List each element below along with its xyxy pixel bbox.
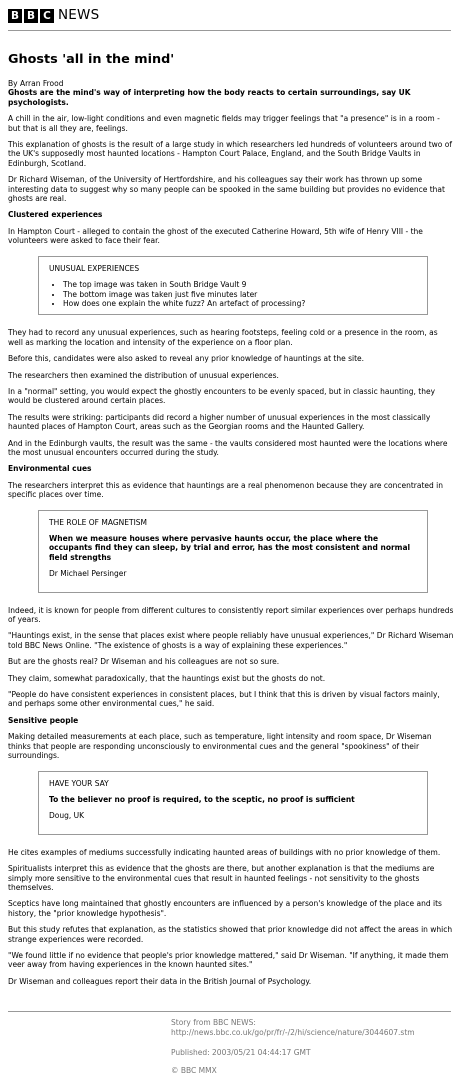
headline: Ghosts 'all in the mind'	[8, 52, 175, 67]
paragraph: Dr Richard Wiseman, of the University of Hertfordshire, and his colleagues say their work has thrown up some interesting data to suggest why so many people can be spooked in the same building but provides no evidence that ghosts are real.	[8, 175, 445, 204]
paragraph: Dr Wiseman and colleagues report their data in the British Journal of Psychology.	[8, 976, 312, 986]
bbc-logo-letter: B	[24, 9, 38, 23]
paragraph: They claim, somewhat paradoxically, that the hauntings exist but the ghosts do not.	[8, 673, 326, 683]
news-wordmark: NEWS	[58, 7, 100, 24]
bbc-logo-letter: C	[40, 9, 54, 23]
bbc-logo-letter: B	[8, 9, 22, 23]
paragraph: This explanation of ghosts is the result of a large study in which researchers led hundreds of volunteers around two of the UK's supposedly most haunted locations - Hampton Court Palace, England, and the South Bridge Vaults in Edinburgh, Scotland.	[8, 140, 453, 168]
paragraph: Before this, candidates were also asked to reveal any prior knowledge of hauntings at the site.	[8, 354, 365, 364]
paragraph: But this study refutes that explanation, as the statistics showed that prior knowledge did not affect the areas in which strange experiences were recorded.	[8, 925, 453, 944]
subheading: Environmental cues	[8, 464, 92, 474]
story-from-label: Story from BBC NEWS:	[171, 1018, 256, 1027]
subheading: Clustered experiences	[8, 210, 103, 220]
paragraph: The results were striking: participants did record a higher number of unusual experiences in the most classically haunted places of Hampton Court, areas such as the Georgian rooms and the Haunted Gallery.	[8, 412, 431, 432]
subheading: Sensitive people	[8, 715, 79, 725]
paragraph: A chill in the air, low-light conditions and even magnetic fields may trigger feelings that "a presence" is in a room - but that is all they are, feelings.	[8, 114, 440, 133]
paragraph: The researchers then examined the distribution of unusual experiences.	[8, 370, 279, 380]
copyright: © BBC MMX	[171, 1066, 217, 1075]
article-body	[8, 79, 454, 993]
paragraph: "People do have consistent experiences in consistent places, but I think that this is driven by visual factors mainly, and perhaps some other environmental cues," he said.	[8, 690, 440, 709]
lead-paragraph: Ghosts are the mind's way of interpreting how the body reacts to certain surroundings, say UK psychologists.	[8, 88, 411, 107]
box-quote: To the believer no proof is required, to the sceptic, no proof is sufficient	[49, 794, 355, 804]
paragraph: The researchers interpret this as evidence that hauntings are a real phenomenon because they are concentrated in specific places over time.	[8, 480, 443, 500]
box-attribution: Dr Michael Persinger	[49, 569, 127, 579]
box-attribution: Doug, UK	[49, 811, 85, 821]
byline: By Arran Frood	[8, 79, 64, 88]
box-list	[49, 280, 417, 308]
paragraph: Spiritualists interpret this as evidence that the ghosts are there, but another explanation is that the mediums are simply more sensitive to the environmental cues that result in haunted feelings - not sensitivity to the ghosts themselves.	[8, 864, 435, 892]
box-title: HAVE YOUR SAY	[49, 778, 109, 788]
paragraph: In a "normal" setting, you would expect the ghostly encounters to be evenly spaced, but in classic haunting, they would be clustered around certain places.	[8, 386, 436, 406]
paragraph: Sceptics have long maintained that ghostly encounters are influenced by a person's knowledge of the place and its history, the "prior knowledge hypothesis".	[8, 899, 442, 918]
paragraph: And in the Edinburgh vaults, the result was the same - the vaults considered most haunted were the locations where the most unusual encounters occurred during the study.	[8, 438, 448, 457]
have-your-say-box	[38, 771, 428, 835]
paragraph: Indeed, it is known for people from different cultures to consistently report similar experiences over perhaps hundreds of years.	[8, 605, 454, 625]
paragraph: He cites examples of mediums successfully indicating haunted areas of buildings with no prior knowledge of them.	[8, 847, 441, 857]
list-item: • How does one explain the white fuzz? An artefact of processing?	[63, 299, 417, 308]
magnetism-box	[38, 510, 428, 593]
paragraph: "Hauntings exist, in the sense that places exist where people reliably have unusual experiences," Dr Richard Wiseman told BBC News Online. "The existence of ghosts is a way of explaining these experiences."	[8, 631, 454, 650]
bbc-logo	[8, 9, 54, 23]
paragraph: But are the ghosts real? Dr Wiseman and his colleagues are not so sure.	[8, 657, 280, 667]
story-url[interactable]: http://news.bbc.co.uk/go/pr/fr/-/2/hi/science/nature/3044607.stm	[171, 1028, 415, 1037]
footer-divider	[8, 1011, 451, 1012]
box-title: UNUSUAL EXPERIENCES	[49, 263, 140, 273]
header-divider	[8, 30, 451, 31]
paragraph: "We found little if no evidence that people's prior knowledge mattered," said Dr Wiseman. "If anything, it made them veer away from having experiences in the known haunted sites."	[8, 950, 449, 970]
paragraph: They had to record any unusual experiences, such as hearing footsteps, feeling cold or a presence in the room, as well as marking the location and intensity of the experience on a floor plan.	[8, 328, 438, 347]
paragraph: In Hampton Court - alleged to contain the ghost of the executed Catherine Howard, 5th wife of Henry VIII - the volunteers were asked to face their fear.	[8, 226, 423, 246]
list-item: • The bottom image was taken just five minutes later	[63, 290, 417, 299]
paragraph: Making detailed measurements at each place, such as temperature, light intensity and room space, Dr Wiseman thinks that people are responding unconsciously to environmental cues and the general "spookiness" of their surroundings.	[8, 732, 432, 761]
masthead	[8, 8, 99, 24]
list-item: • The top image was taken in South Bridge Vault 9	[63, 280, 417, 289]
box-quote: When we measure houses where pervasive haunts occur, the place where the occupants find they can sleep, by trial and error, has the most consistent and normal field strengths	[49, 534, 411, 562]
published-date: Published: 2003/05/21 04:44:17 GMT	[171, 1048, 311, 1057]
box-title: THE ROLE OF MAGNETISM	[49, 517, 148, 527]
unusual-experiences-box	[38, 256, 428, 316]
